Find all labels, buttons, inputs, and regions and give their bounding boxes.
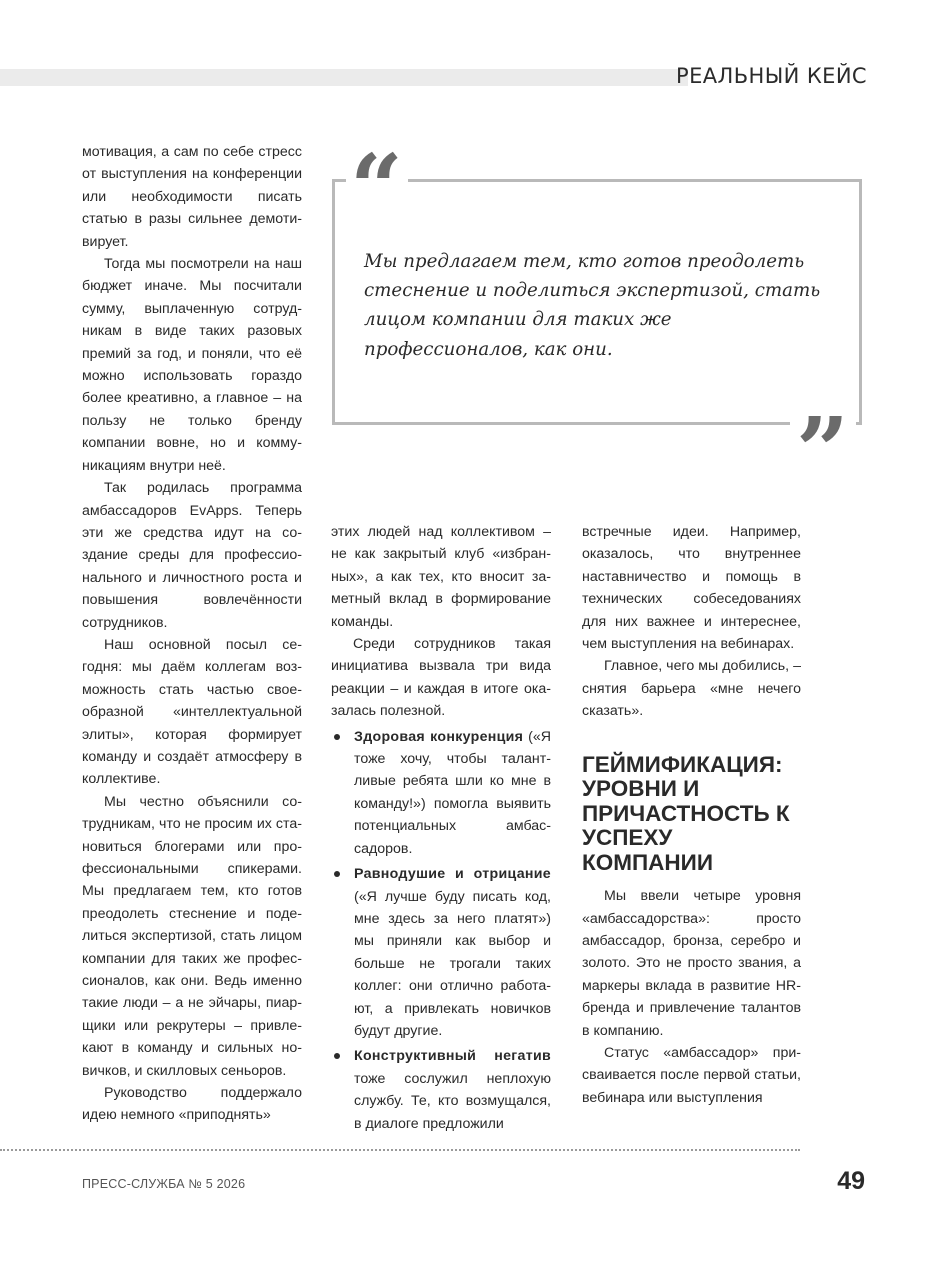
close-quote-icon: ” [796,397,849,505]
publication-name: ПРЕСС-СЛУЖБА № 5 2026 [82,1177,246,1191]
paragraph: Тогда мы посмотрели на наш бюджет иначе. Мы посчитали сумму, выплаченную сотрудникам в виде таких разовых премий за год, и поняли, что её можно использовать гораздо более креативно, а главное – на пользу не только бренду компании вовне, но и коммуникациям внутри неё. [82,256,302,474]
list-item-text: («Я тоже хочу, чтобы талантливые ребята шли ко мне в команду!») помогла выявить потенциальных амбассадоров. [354,728,551,857]
page-number: 49 [837,1167,865,1195]
text-column-2 [331,521,551,1135]
list-item-term: Равнодушие и отрицание [354,866,551,883]
section-label: РЕАЛЬНЫЙ КЕЙС [676,64,867,88]
text-column-3 [582,521,801,1109]
paragraph: Наш основной посыл сегодня: мы даём коллегам возможность стать частью своеобразной «интеллектуальной элиты», которая формирует команду и создаёт атмосферу в коллективе. [82,636,302,788]
paragraph: встречные идеи. Например, оказалось, что внутреннее наставничество и помощь в технических собеседованиях для них важнее и интереснее, чем выступления на вебинарах. [582,524,801,653]
section-heading: ГЕЙМИФИКАЦИЯ: УРОВНИ И ПРИЧАСТНОСТЬ К УСПЕХУ КОМПАНИИ [582,751,790,875]
list-item [331,863,551,1042]
paragraph: Мы ввели четыре уровня «амбассадорства»: просто амбассадор, бронза, серебро и золото. Это не просто звания, а маркеры вклада в развитие HR-бренда и привлечение талантов в компанию. [582,888,801,1039]
paragraph: Среди сотрудников такая инициатива вызвала три вида реакции – и каждая в итоге оказалась полезной. [331,636,551,720]
list-item-text: тоже сослужил неплохую службу. Те, кто возмущался, в диалоге предложили [354,1070,551,1132]
list-item-term: Конструктивный негатив [354,1048,551,1065]
paragraph: Руководство поддержало идею немного «приподнять» [82,1085,302,1124]
footer-rule [0,1149,800,1151]
pull-quote-text: Мы предлагаем тем, кто готов преодолеть стеснение и поделиться экспертизой, стать лицом компании для таких же профессионалов, как они. [364,251,821,360]
paragraph: Мы честно объяснили сотрудникам, что не просим их становиться блогерами или профессиональными спикерами. Мы предлагаем тем, кто готов преодолеть стеснение и поделиться экспертизой, стать лицом компании для таких же профессионалов, как они. Ведь именно такие люди – а не эйчары, пиарщики или рекрутеры – привлекают в команду и сильных новичков, и скилловых сеньоров. [82,793,302,1079]
paragraph: Главное, чего мы добились, – снятия барьера «мне нечего сказать». [582,658,801,720]
paragraph: мотивация, а сам по себе стресс от выступления на конференции или необходимости писать статью в разы сильнее демотивирует. [82,144,302,250]
text-column-1 [82,141,302,1127]
list-item-text: («Я лучше буду писать код, мне здесь за него платят») мы приняли как выбор и больше не трогали таких коллег: они отлично работают, а привлекать новичков будут другие. [354,888,551,1039]
open-quote-icon: “ [350,134,403,242]
reaction-list [331,726,551,1135]
paragraph: Статус «амбассадор» присваивается после первой статьи, вебинара или выступления [582,1045,801,1106]
paragraph: Так родилась программа амбассадоров EvApps. Теперь эти же средства идут на создание среды для профессионального и личностного роста и повышения вовлечённости сотрудников. [82,480,302,631]
list-item [331,726,551,860]
list-item-term: Здоровая конкуренция [354,728,524,745]
list-item [331,1045,551,1135]
header-band [0,69,688,86]
paragraph: этих людей над коллективом – не как закрытый клуб «избранных», а как тех, кто вносит заметный вклад в формирование команды. [331,524,551,630]
